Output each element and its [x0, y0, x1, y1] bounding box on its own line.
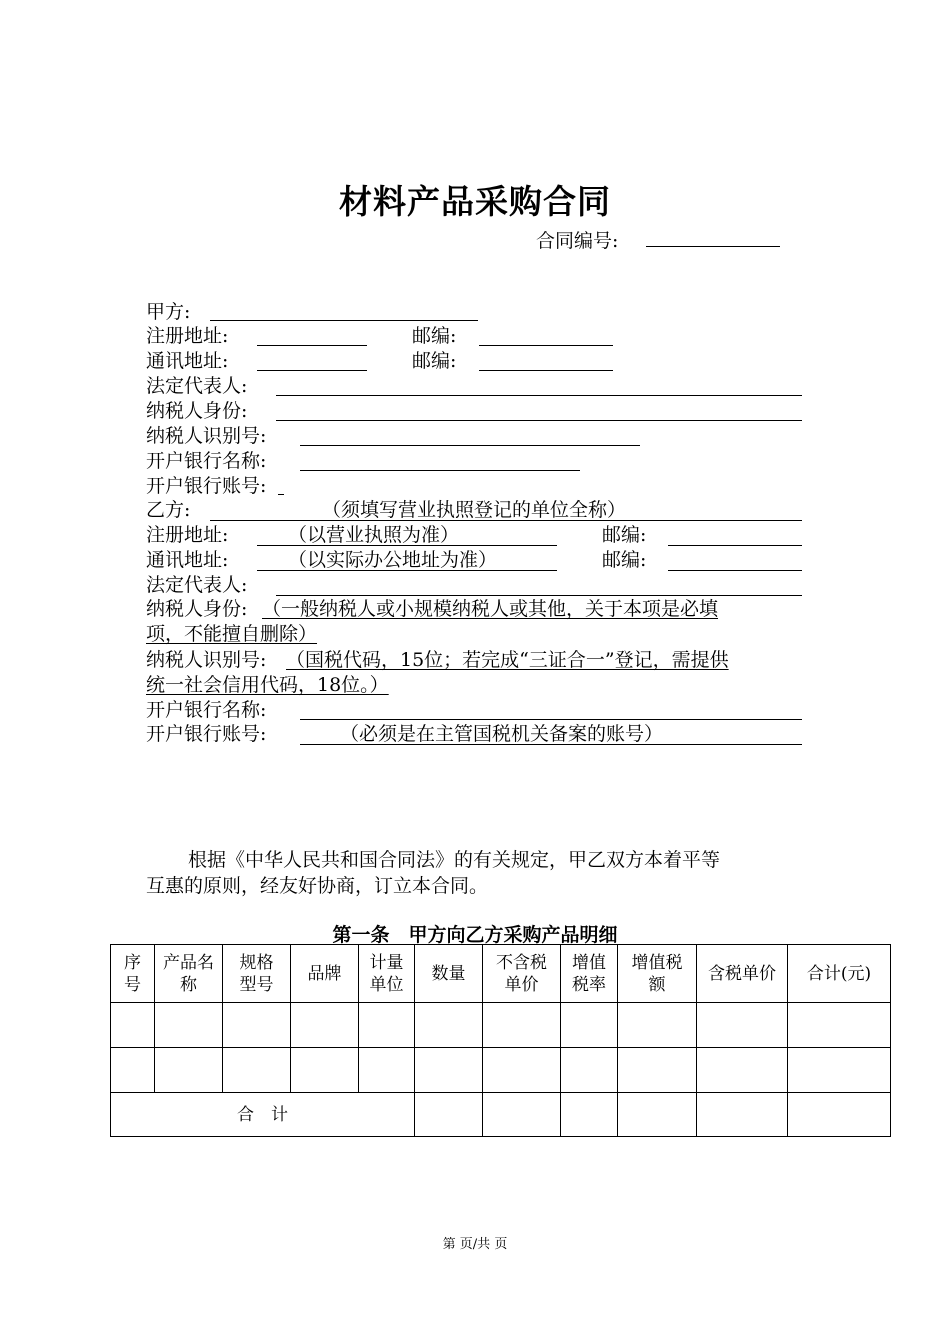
table-cell[interactable] — [415, 1003, 483, 1048]
header-brand — [291, 945, 359, 1003]
table-cell[interactable] — [618, 1093, 697, 1137]
header-vat-amount-l2: 额 — [648, 974, 666, 995]
party-a-taxpayer-id-field[interactable] — [300, 445, 640, 446]
header-quantity-l1: 数量 — [431, 963, 466, 984]
table-cell[interactable] — [561, 1003, 618, 1048]
table-cell[interactable] — [788, 1003, 891, 1048]
party-b-bank-account-hint: （必须是在主管国税机关备案的账号） — [340, 723, 664, 745]
header-product-name-l2: 称 — [180, 974, 197, 995]
table-row — [111, 1003, 891, 1048]
header-seq-l2: 号 — [124, 974, 141, 995]
party-b-legal-rep-label: 法定代表人: — [146, 574, 248, 596]
party-b-name-hint: （须填写营业执照登记的单位全称） — [322, 499, 627, 521]
party-b-postcode-field[interactable] — [668, 545, 802, 546]
party-a-legal-rep-field[interactable] — [276, 395, 802, 396]
party-a-reg-address-label: 注册地址: — [146, 325, 229, 347]
party-b-postcode2-label: 邮编: — [602, 549, 647, 571]
header-brand-l1: 品牌 — [307, 963, 342, 984]
party-b-taxpayer-id-hint-1: （国税代码，15位；若完成“三证合一”登记，需提供 — [286, 649, 729, 671]
party-a-postcode2-field[interactable] — [479, 370, 613, 371]
table-cell[interactable] — [697, 1093, 788, 1137]
party-a-mail-address-label: 通讯地址: — [146, 350, 229, 372]
table-header-row — [111, 945, 891, 1003]
party-b-bank-name-field[interactable] — [300, 719, 802, 720]
table-cell[interactable] — [618, 1048, 697, 1093]
party-b-postcode-label: 邮编: — [602, 524, 647, 546]
header-seq-l1: 序 — [124, 952, 141, 973]
party-a-mail-address-field[interactable] — [257, 370, 367, 371]
table-cell[interactable] — [359, 1048, 415, 1093]
table-cell[interactable] — [111, 1003, 155, 1048]
header-product-name-l1: 产品名 — [163, 952, 214, 973]
table-cell[interactable] — [618, 1003, 697, 1048]
table-cell[interactable] — [359, 1003, 415, 1048]
header-total-l1: 合计(元) — [806, 963, 872, 984]
table-cell[interactable] — [788, 1048, 891, 1093]
party-b-taxpayer-status-hint-1: （一般纳税人或小规模纳税人或其他，关于本项是必填 — [262, 598, 719, 620]
preamble-line-2: 互惠的原则，经友好协商，订立本合同。 — [146, 875, 489, 897]
table-cell[interactable] — [291, 1003, 359, 1048]
table-cell[interactable] — [697, 1003, 788, 1048]
header-seq — [111, 945, 155, 1003]
table-cell[interactable] — [111, 1048, 155, 1093]
party-a-taxpayer-id-label: 纳税人识别号: — [146, 425, 267, 447]
table-total-row — [111, 1093, 891, 1137]
purchase-items-table — [110, 944, 891, 1137]
table-cell[interactable] — [415, 1048, 483, 1093]
table-cell[interactable] — [483, 1003, 561, 1048]
contract-number-field[interactable] — [646, 246, 780, 247]
table-cell[interactable] — [561, 1093, 618, 1137]
party-b-postcode2-field[interactable] — [668, 570, 802, 571]
header-spec — [223, 945, 291, 1003]
party-b-mail-address-label: 通讯地址: — [146, 549, 229, 571]
header-spec-l1: 规格 — [239, 952, 274, 973]
header-vat-rate — [561, 945, 618, 1003]
party-a-postcode2-label: 邮编: — [412, 350, 457, 372]
party-a-bank-account-label: 开户银行账号: — [146, 475, 267, 497]
party-a-bank-account-field[interactable] — [278, 494, 284, 495]
party-b-reg-address-hint: （以营业执照为准） — [288, 524, 460, 546]
party-b-reg-address-label: 注册地址: — [146, 524, 229, 546]
table-cell[interactable] — [155, 1003, 223, 1048]
table-cell[interactable] — [415, 1093, 483, 1137]
party-b-legal-rep-field[interactable] — [276, 595, 802, 596]
party-a-label: 甲方: — [146, 301, 191, 323]
table-row — [111, 1048, 891, 1093]
document-title: 材料产品采购合同 — [339, 182, 611, 221]
header-price-excl-tax — [483, 945, 561, 1003]
party-b-label: 乙方: — [146, 499, 191, 521]
header-unit-l1: 计量 — [369, 952, 404, 973]
table-cell[interactable] — [788, 1093, 891, 1137]
total-label: 合 计 — [111, 1093, 415, 1137]
party-a-bank-name-field[interactable] — [300, 470, 580, 471]
party-a-reg-address-field[interactable] — [257, 345, 367, 346]
party-a-legal-rep-label: 法定代表人: — [146, 375, 248, 397]
contract-number-label: 合同编号: — [536, 230, 619, 252]
header-price-incl-tax — [697, 945, 788, 1003]
party-a-field[interactable] — [210, 320, 478, 321]
table-cell[interactable] — [291, 1048, 359, 1093]
header-spec-l2: 型号 — [239, 974, 274, 995]
preamble-line-1: 根据《中华人民共和国合同法》的有关规定，甲乙双方本着平等 — [188, 849, 721, 871]
section-1-title — [0, 920, 950, 947]
header-vat-amount-l1: 增值税 — [631, 952, 683, 973]
header-vat-rate-l2: 税率 — [572, 974, 606, 995]
party-a-postcode-label: 邮编: — [412, 325, 457, 347]
table-cell[interactable] — [223, 1048, 291, 1093]
party-b-taxpayer-status-label: 纳税人身份: — [146, 598, 248, 620]
header-price-excl-tax-l2: 单价 — [504, 974, 539, 995]
party-a-postcode-field[interactable] — [479, 345, 613, 346]
party-a-taxpayer-status-field[interactable] — [276, 420, 802, 421]
table-cell[interactable] — [561, 1048, 618, 1093]
table-cell[interactable] — [155, 1048, 223, 1093]
header-unit — [359, 945, 415, 1003]
table-cell[interactable] — [483, 1048, 561, 1093]
header-product-name — [155, 945, 223, 1003]
party-b-taxpayer-id-hint-2: 统一社会信用代码，18位。） — [146, 674, 389, 696]
header-vat-rate-l1: 增值 — [572, 952, 606, 973]
party-a-taxpayer-status-label: 纳税人身份: — [146, 400, 248, 422]
header-total — [788, 945, 891, 1003]
party-b-taxpayer-status-hint-2: 项，不能擅自删除） — [146, 623, 318, 645]
header-price-incl-tax-l1: 含税单价 — [708, 963, 776, 984]
table-cell[interactable] — [483, 1093, 561, 1137]
table-cell[interactable] — [697, 1048, 788, 1093]
section-1-title-text: 第一条 甲方向乙方采购产品明细 — [332, 924, 618, 946]
party-b-mail-address-hint: （以实际办公地址为准） — [288, 549, 498, 571]
party-b-bank-account-label: 开户银行账号: — [146, 723, 267, 745]
header-vat-amount — [618, 945, 697, 1003]
party-b-taxpayer-id-label: 纳税人识别号: — [146, 649, 267, 671]
party-b-bank-name-label: 开户银行名称: — [146, 699, 267, 721]
page-footer: 第 页/共 页 — [442, 1237, 508, 1252]
header-unit-l2: 单位 — [369, 974, 404, 995]
header-quantity — [415, 945, 483, 1003]
table-cell[interactable] — [223, 1003, 291, 1048]
header-price-excl-tax-l1: 不含税 — [496, 952, 547, 973]
party-a-bank-name-label: 开户银行名称: — [146, 450, 267, 472]
